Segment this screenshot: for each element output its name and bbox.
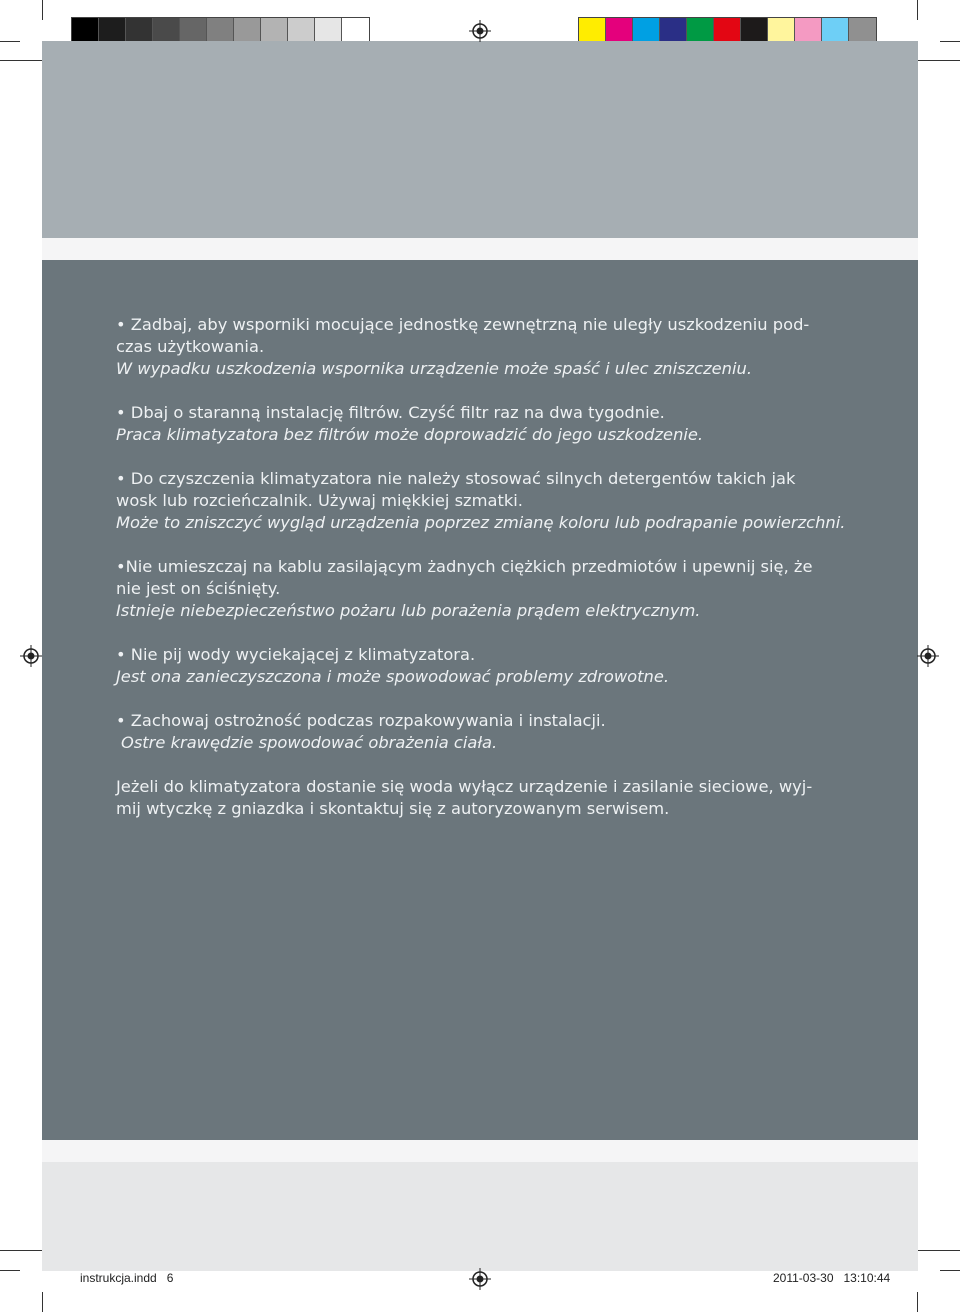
crop-mark bbox=[0, 1270, 20, 1271]
crop-mark bbox=[0, 60, 42, 61]
crop-mark bbox=[940, 1270, 960, 1271]
text-line: • Do czyszczenia klimatyzatora nie należy stosować silnych detergentów takich jak bbox=[116, 469, 796, 488]
crop-mark bbox=[917, 0, 918, 20]
registration-mark-icon bbox=[469, 1268, 491, 1290]
text-line: •Nie umieszczaj na kablu zasilającym żadnych ciężkich przedmiotów i upewnij się, że bbox=[116, 557, 813, 576]
crop-mark bbox=[918, 60, 960, 61]
crop-mark bbox=[42, 1292, 43, 1312]
text-line: Jest ona zanieczyszczona i może spowodować problemy zdrowotne. bbox=[116, 667, 670, 686]
slug-timestamp: 2011-03-30 13:10:44 bbox=[773, 1271, 891, 1285]
text-line: • Zadbaj, aby wsporniki mocujące jednostkę zewnętrzną nie uległy uszkodzeniu pod- bbox=[116, 315, 810, 334]
text-line: czas użytkowania. bbox=[116, 337, 265, 356]
text-line: • Dbaj o staranną instalację filtrów. Czyść filtr raz na dwa tygodnie. bbox=[116, 403, 665, 422]
instruction-cleaning bbox=[116, 468, 856, 534]
crop-mark bbox=[0, 1250, 42, 1251]
text-line: wosk lub rozcieńczalnik. Używaj miękkiej szmatki. bbox=[116, 491, 523, 510]
text-line: nie jest on ściśnięty. bbox=[116, 579, 281, 598]
text-line: Ostre krawędzie spowodować obrażenia ciała. bbox=[121, 733, 498, 752]
instruction-filters bbox=[116, 402, 856, 446]
registration-mark-icon bbox=[469, 20, 491, 42]
registration-mark-icon bbox=[20, 645, 42, 667]
crop-mark bbox=[42, 0, 43, 20]
text-line: Istnieje niebezpieczeństwo pożaru lub porażenia prądem elektrycznym. bbox=[116, 601, 701, 620]
crop-mark bbox=[917, 1292, 918, 1312]
top-gray-band bbox=[42, 41, 918, 238]
text-line: Praca klimatyzatora bez filtrów może doprowadzić do jego uszkodzenie. bbox=[116, 425, 704, 444]
top-divider-strip bbox=[42, 238, 918, 260]
crop-mark bbox=[940, 41, 960, 42]
instruction-unpacking bbox=[116, 710, 856, 754]
registration-mark-icon bbox=[917, 645, 939, 667]
text-line: • Zachowaj ostrożność podczas rozpakowywania i instalacji. bbox=[116, 711, 606, 730]
text-line: Jeżeli do klimatyzatora dostanie się woda wyłącz urządzenie i zasilanie sieciowe, wyj- bbox=[116, 777, 813, 796]
text-line: W wypadku uszkodzenia wspornika urządzenie może spaść i ulec zniszczeniu. bbox=[116, 359, 753, 378]
bottom-light-band bbox=[42, 1162, 918, 1271]
instruction-power-cable bbox=[116, 556, 856, 622]
safety-instructions bbox=[116, 314, 856, 842]
slug-filename: instrukcja.indd 6 bbox=[80, 1271, 174, 1285]
text-line: mij wtyczkę z gniazdka i skontaktuj się z autoryzowanym serwisem. bbox=[116, 799, 670, 818]
instruction-water bbox=[116, 644, 856, 688]
bottom-divider-strip bbox=[42, 1140, 918, 1162]
instruction-water-ingress bbox=[116, 776, 856, 820]
crop-mark bbox=[0, 41, 20, 42]
crop-mark bbox=[918, 1250, 960, 1251]
instruction-mounting-brackets bbox=[116, 314, 856, 380]
text-line: • Nie pij wody wyciekającej z klimatyzatora. bbox=[116, 645, 476, 664]
text-line: Może to zniszczyć wygląd urządzenia poprzez zmianę koloru lub podrapanie powierzchni. bbox=[116, 513, 846, 532]
